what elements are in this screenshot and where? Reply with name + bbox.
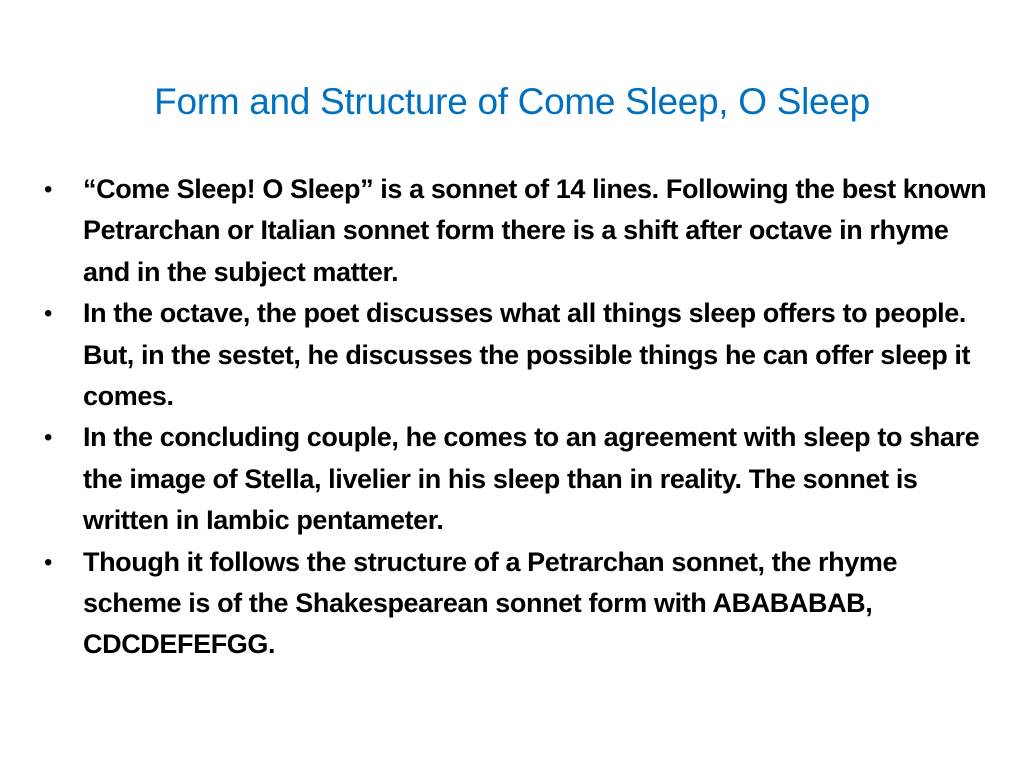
bullet-item — [44, 417, 994, 541]
bullet-icon: • — [44, 548, 53, 576]
bullet-icon: • — [44, 176, 53, 203]
slide-title: Form and Structure of Come Sleep, O Sleep — [154, 81, 870, 122]
bullet-text: “Come Sleep! O Sleep” is a sonnet of 14 lines. Following the best known Petrarchan or Italian sonnet form there is a shift after octave in rhyme and in the subject matter. — [83, 174, 987, 287]
bullet-text: In the concluding couple, he comes to an agreement with sleep to share the image of Stella, livelier in his sleep than in reality. The sonnet is written in Iambic pentameter. — [83, 422, 980, 536]
bullet-icon: • — [44, 300, 53, 328]
bullet-text: Though it follows the structure of a Petrarchan sonnet, the rhyme scheme is of the Shakespearean sonnet form with ABABABAB, CDCDEFEFGG. — [83, 546, 898, 660]
bullet-icon: • — [44, 424, 53, 452]
bullet-item — [44, 169, 994, 293]
bullet-item — [44, 542, 994, 666]
bullet-text: In the octave, the poet discusses what all things sleep offers to people. But, in the sestet, he discusses the possible things he can offer sleep it comes. — [83, 298, 971, 412]
bullet-item — [44, 293, 994, 417]
bullet-list — [44, 169, 994, 666]
